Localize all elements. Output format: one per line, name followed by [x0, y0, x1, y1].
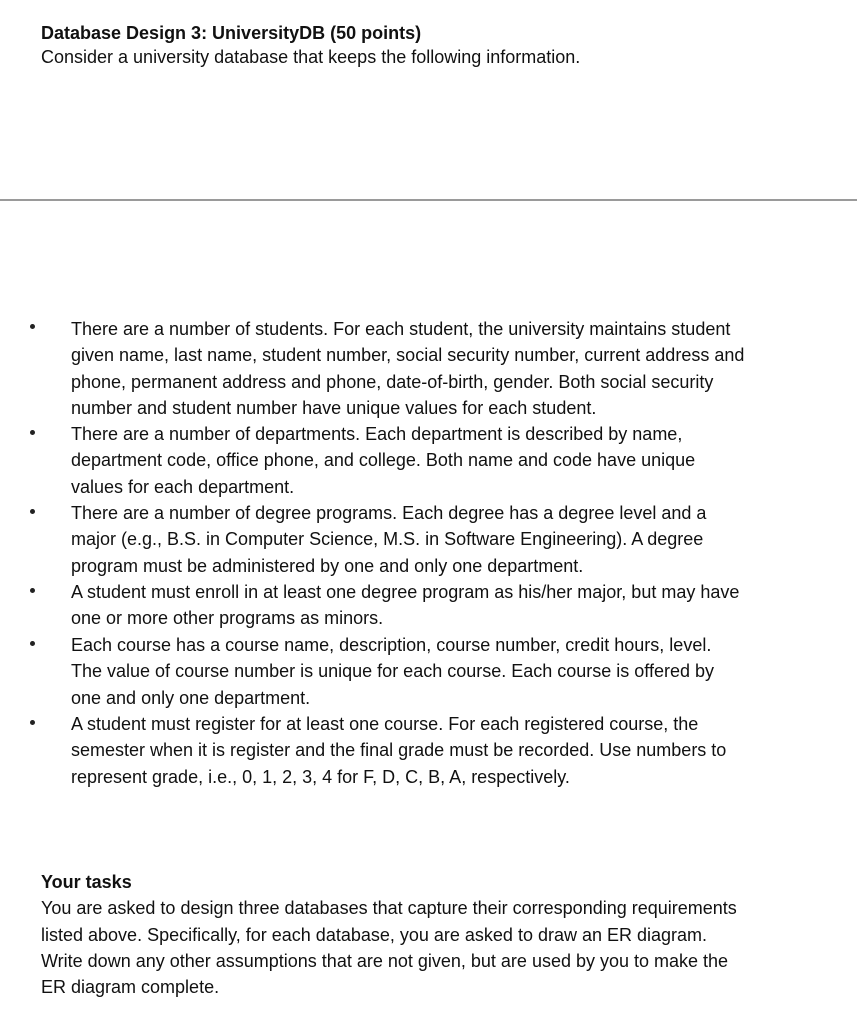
list-item-line: major (e.g., B.S. in Computer Science, M.S. in Software Engineering). A degree [71, 529, 704, 550]
list-item-line: semester when it is register and the final grade must be recorded. Use numbers to [71, 740, 727, 761]
list-item [71, 500, 706, 579]
list-item [71, 316, 744, 421]
list-item-line: Each course has a course name, description, course number, credit hours, level. [71, 635, 712, 655]
bullet-icon [30, 430, 35, 435]
divider [0, 199, 857, 201]
list-item-line: There are a number of students. For each student, the university maintains student [71, 319, 731, 339]
list-item-line: one and only one department. [71, 687, 311, 708]
list-item-line: represent grade, i.e., 0, 1, 2, 3, 4 for F, D, C, B, A, respectively. [71, 766, 570, 787]
bullet-icon [30, 588, 35, 593]
list-item-line: The value of course number is unique for each course. Each course is offered by [71, 661, 715, 682]
list-item-line: number and student number have unique values for each student. [71, 397, 597, 418]
tasks-line: Write down any other assumptions that are not given, but are used by you to make the [41, 950, 729, 971]
page-title: Database Design 3: UniversityDB (50 points) [41, 23, 422, 43]
tasks-line: You are asked to design three databases that capture their corresponding requirements [41, 898, 737, 919]
bullet-icon [30, 720, 35, 725]
tasks-section [41, 869, 737, 1000]
list-item-line: program must be administered by one and only one department. [71, 555, 584, 576]
tasks-line: listed above. Specifically, for each database, you are asked to draw an ER diagram. [41, 924, 708, 945]
list-item [71, 632, 714, 711]
list-item [71, 421, 695, 500]
list-item-line: A student must enroll in at least one degree program as his/her major, but may have [71, 582, 740, 602]
list-item-line: given name, last name, student number, social security number, current address and [71, 345, 745, 366]
list-item [71, 711, 726, 790]
intro-text: Consider a university database that keeps the following information. [41, 47, 581, 67]
list-item-line: A student must register for at least one course. For each registered course, the [71, 714, 699, 734]
list-item-line: phone, permanent address and phone, date-of-birth, gender. Both social security [71, 371, 714, 392]
bullet-icon [30, 641, 35, 646]
tasks-line: ER diagram complete. [41, 977, 220, 998]
list-item-line: There are a number of degree programs. Each degree has a degree level and a [71, 503, 707, 523]
list-item-line: There are a number of departments. Each department is described by name, [71, 424, 683, 444]
tasks-heading: Your tasks [41, 872, 132, 892]
bullet-icon [30, 324, 35, 329]
bullet-icon [30, 509, 35, 514]
list-item [71, 579, 739, 632]
list-item-line: one or more other programs as minors. [71, 608, 384, 629]
list-item-line: values for each department. [71, 476, 295, 497]
list-item-line: department code, office phone, and college. Both name and code have unique [71, 450, 696, 471]
